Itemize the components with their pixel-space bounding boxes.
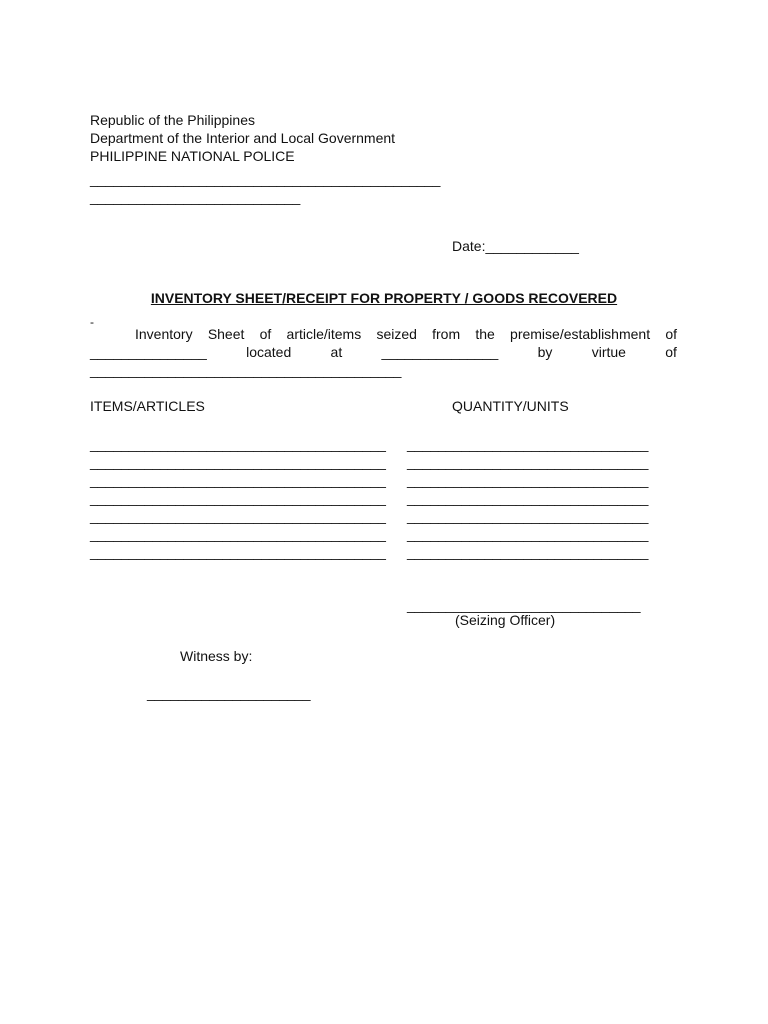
header-blank-line-1[interactable]: _____________________________________________ [90,171,441,187]
paragraph-row-3 [90,361,677,379]
quantity-blank-line[interactable]: _______________________________ [407,454,649,470]
inventory-paragraph [90,325,677,379]
quantity-blank-line[interactable]: _______________________________ [407,526,649,542]
para-word: virtue [591,344,626,360]
quantity-blank-line[interactable]: _______________________________ [407,508,649,524]
item-blank-line[interactable]: ______________________________________ [90,436,386,452]
items-articles-header: ITEMS/ARTICLES [90,398,205,414]
para-word: premise/establishment [510,326,651,342]
header-department: Department of the Interior and Local Government [90,130,396,146]
item-blank-line[interactable]: ______________________________________ [90,454,386,470]
paragraph-row-2 [90,343,677,361]
seizing-officer-label: (Seizing Officer) [455,612,556,628]
item-blank-line[interactable]: ______________________________________ [90,544,386,560]
header-pnp: PHILIPPINE NATIONAL POLICE [90,148,295,164]
date-field[interactable]: Date:____________ [452,238,579,254]
item-blank-line[interactable]: ______________________________________ [90,490,386,506]
para-word: article/items [286,326,362,342]
quantity-blank-line[interactable]: _______________________________ [407,544,649,560]
item-blank-line[interactable]: ______________________________________ [90,472,386,488]
virtue-blank[interactable]: ________________________________________ [90,362,402,378]
para-word: of [259,326,272,342]
para-word: of [665,326,677,342]
para-word: the [475,326,495,342]
item-blank-line[interactable]: ______________________________________ [90,508,386,524]
para-word: seized [376,326,417,342]
para-word: Sheet [207,326,245,342]
seizing-officer-signature-line[interactable]: ______________________________ [407,597,641,613]
paragraph-row-1 [90,325,677,343]
para-word: Inventory [135,326,193,342]
quantity-blank-line[interactable]: _______________________________ [407,490,649,506]
quantity-blank-line[interactable]: _______________________________ [407,436,649,452]
document-title: INVENTORY SHEET/RECEIPT FOR PROPERTY / GOODS RECOVERED [150,290,618,306]
item-blank-line[interactable]: ______________________________________ [90,526,386,542]
para-word: located [246,344,292,360]
header-republic: Republic of the Philippines [90,112,255,128]
witness-signature-line[interactable]: _____________________ [147,685,311,701]
header-blank-line-2[interactable]: ___________________________ [90,189,301,205]
para-word: by [537,344,553,360]
dash-mark: - [90,315,94,329]
para-word: at [330,344,343,360]
quantity-units-header: QUANTITY/UNITS [452,398,569,414]
quantity-blank-line[interactable]: _______________________________ [407,472,649,488]
para-word: of [665,344,677,360]
para-word: from [432,326,461,342]
witness-label: Witness by: [180,648,253,664]
location-blank[interactable]: _______________ [381,344,499,360]
premise-blank[interactable]: _______________ [90,344,207,360]
